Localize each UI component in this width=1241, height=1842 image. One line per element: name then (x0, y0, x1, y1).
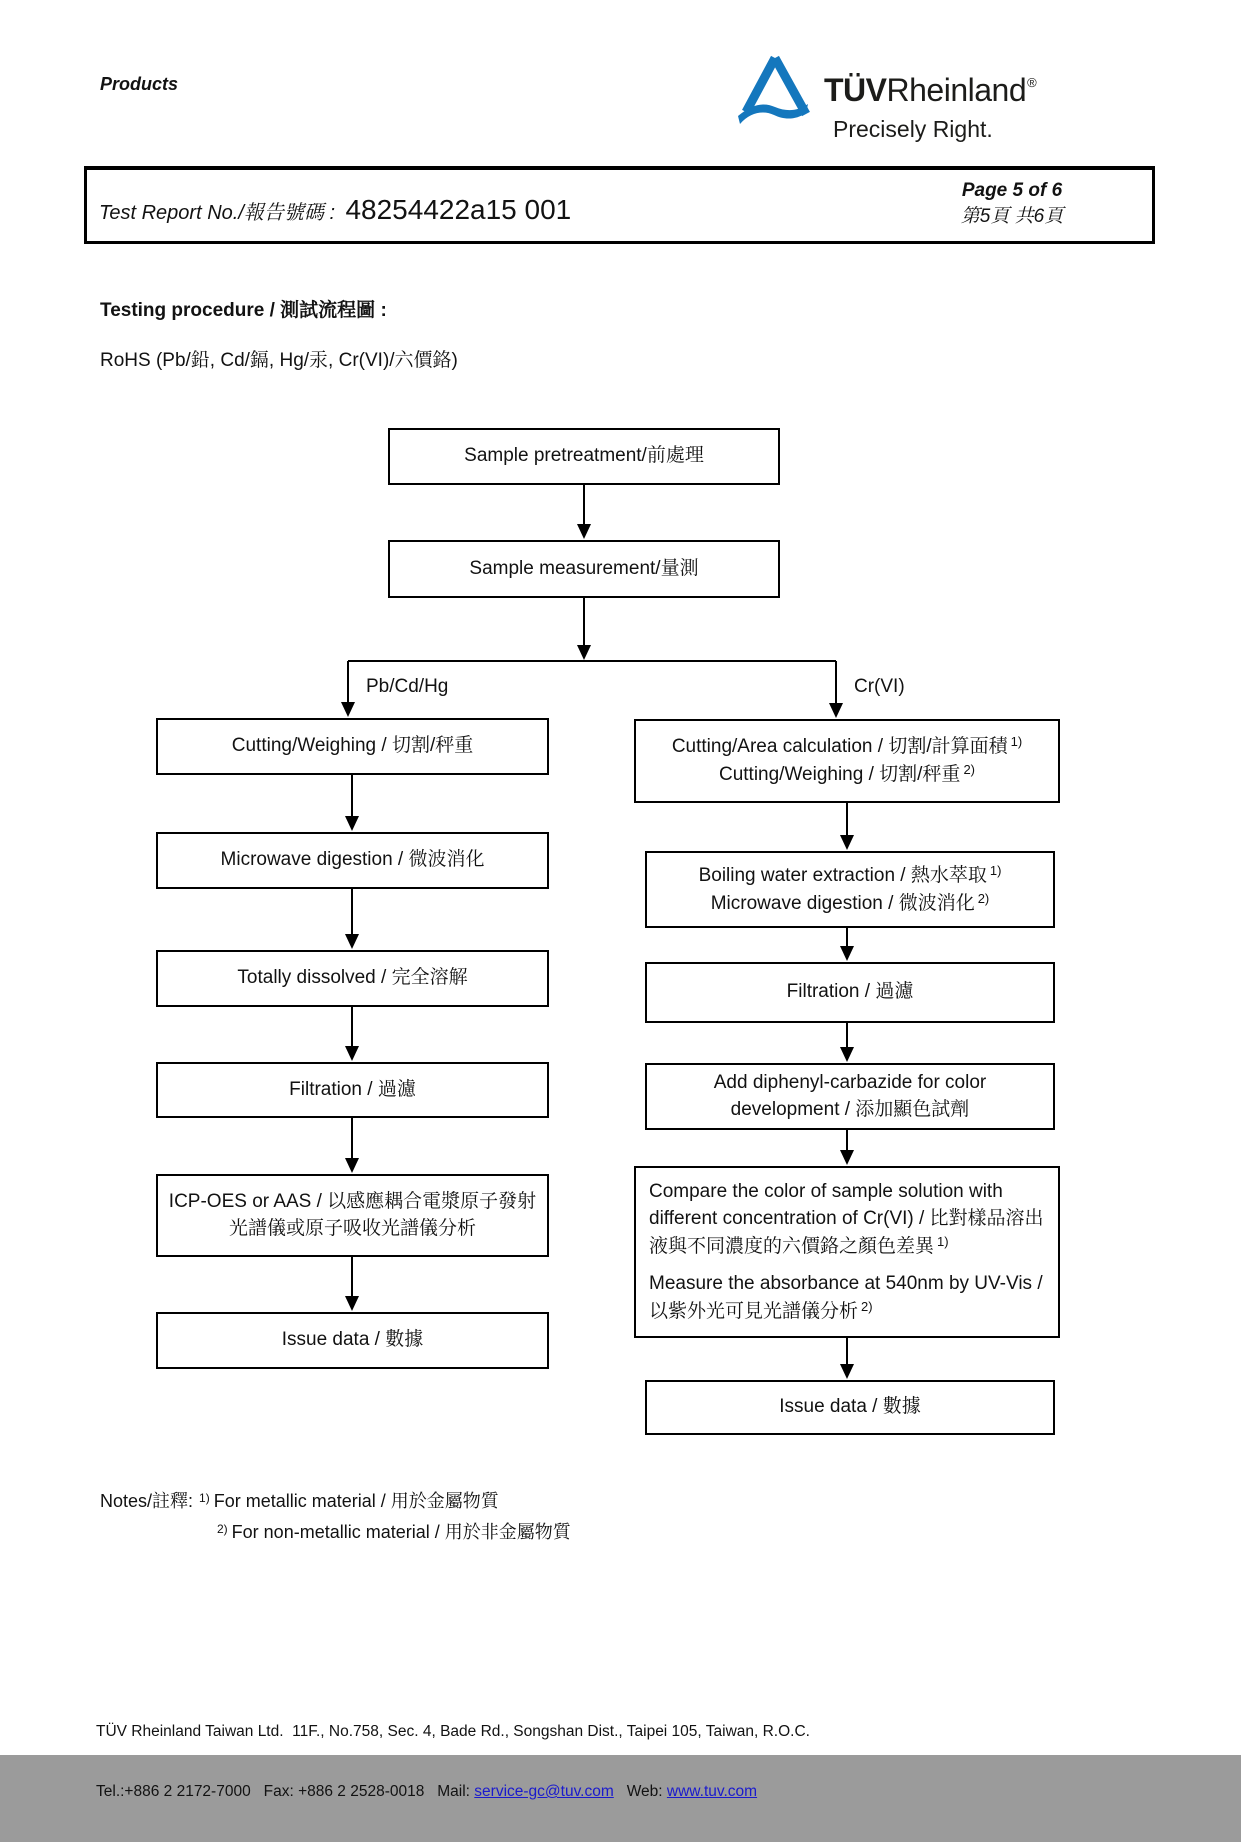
flow-box-filtration-left (156, 1062, 549, 1118)
flow-box-label: Compare the color of sample solution with different concentration of Cr(VI) / 比對樣品溶出液與不同濃度的六價鉻之顏色差異 (649, 1181, 1044, 1257)
report-number-cell (87, 194, 872, 226)
footer-address: TÜV Rheinland Taiwan Ltd. 11F., No.758, Sec. 4, Bade Rd., Songshan Dist., Taipei 105, Taiwan, R.O.C. (96, 1723, 810, 1740)
tuv-triangle-icon (736, 54, 814, 124)
flow-box-label: Sample measurement/量測 (469, 557, 699, 579)
footnote-ref: 1) (989, 862, 1002, 878)
flow-box-sample-pretreatment (388, 428, 780, 485)
footnote-marker: 2) (217, 1522, 228, 1536)
flow-box-issue-data-left (156, 1312, 549, 1369)
flow-box-label: Cutting/Weighing / 切割/秤重 (231, 735, 474, 757)
report-number-value: 48254422a15 001 (345, 193, 572, 225)
logo-rheinland: Rheinland (886, 72, 1027, 108)
registered-mark: ® (1027, 75, 1037, 90)
footnote-ref: 1) (937, 1233, 949, 1249)
flow-box-label: Filtration / 過濾 (289, 1078, 416, 1100)
footer-web-label: Web: (613, 1783, 667, 1800)
footnote-marker: 1) (199, 1491, 210, 1505)
tuv-rheinland-logo (736, 50, 1166, 150)
branch-label-pb-cd-hg: Pb/Cd/Hg (366, 676, 449, 697)
footnote-ref: 2) (861, 1298, 873, 1314)
flow-box-compare-color (634, 1166, 1060, 1338)
flow-box-label: Issue data / 數據 (281, 1329, 424, 1351)
note-line-1 (100, 1484, 571, 1515)
flow-box-label: Cutting/Area calculation / 切割/計算面積 (671, 736, 1008, 758)
footnote-ref: 1) (1010, 734, 1023, 750)
page-indicator-en: Page 5 of 6 (961, 179, 1063, 201)
flow-box-label: Sample pretreatment/前處理 (464, 445, 704, 467)
logo-wordmark (824, 72, 1036, 109)
flow-box-label: Filtration / 過濾 (786, 981, 914, 1003)
flow-box-cutting-weighing (156, 718, 549, 775)
footer-web-link[interactable]: www.tuv.com (666, 1783, 758, 1800)
note-line-2 (100, 1515, 571, 1546)
flow-box-totally-dissolved (156, 950, 549, 1007)
logo-tuv: TÜV (824, 72, 887, 108)
section-title: Testing procedure / 測試流程圖 : (100, 300, 387, 321)
flow-box-label: ICP-OES or AAS / 以感應耦合電漿原子發射光譜儀或原子吸收光譜儀分析 (168, 1190, 537, 1239)
products-label: Products (100, 74, 179, 94)
notes-label: Notes/註釋: (100, 1491, 194, 1511)
note-text: For metallic material / 用於金屬物質 (213, 1491, 499, 1511)
flow-box-filtration-right (645, 962, 1055, 1023)
report-number-bar (84, 166, 1155, 244)
flow-box-boiling-water-extraction (645, 851, 1055, 928)
notes (100, 1484, 571, 1546)
report-number-label: Test Report No./報告號碼 : (99, 201, 335, 224)
footer-contacts (96, 1782, 810, 1802)
logo-tagline: Precisely Right. (833, 116, 993, 142)
flow-box-label: Boiling water extraction / 熱水萃取 (698, 864, 987, 886)
flow-box-label: Measure the absorbance at 540nm by UV-Vis / 以紫外光可見光譜儀分析 (649, 1272, 1043, 1322)
flow-box-label: Microwave digestion / 微波消化 (710, 892, 975, 914)
note-text: For non-metallic material / 用於非金屬物質 (231, 1522, 571, 1542)
footer (96, 1682, 810, 1842)
footnote-ref: 2) (977, 890, 990, 906)
flow-box-issue-data-right (645, 1380, 1055, 1435)
footer-mail-link[interactable]: service-gc@tuv.com (474, 1783, 614, 1800)
footnote-ref: 2) (963, 762, 975, 777)
flow-box-microwave-digestion (156, 832, 549, 889)
footer-tel-fax: Tel.:+886 2 2172-7000 Fax: +886 2 2528-0018 Mail: (96, 1783, 475, 1800)
branch-label-cr-vi: Cr(VI) (854, 676, 905, 697)
flow-box-label: Cutting/Weighing / 切割/秤重 (718, 764, 961, 785)
section-subtitle: RoHS (Pb/鉛, Cd/鎘, Hg/汞, Cr(VI)/六價鉻) (100, 350, 458, 371)
flow-box-label: Issue data / 數據 (779, 1396, 921, 1418)
flow-box-cutting-area-calculation (634, 719, 1060, 803)
page-indicator (872, 178, 1152, 230)
flow-box-label: Microwave digestion / 微波消化 (220, 849, 485, 871)
flow-box-icp-oes-aas (156, 1174, 549, 1257)
page-indicator-zh: 第5頁 共6頁 (960, 205, 1064, 227)
flow-box-color-development (645, 1063, 1055, 1130)
flow-box-sample-measurement (388, 540, 780, 598)
flow-box-label: Add diphenyl-carbazide for color development / 添加顯色試劑 (713, 1071, 987, 1120)
flow-box-label: Totally dissolved / 完全溶解 (237, 967, 468, 989)
